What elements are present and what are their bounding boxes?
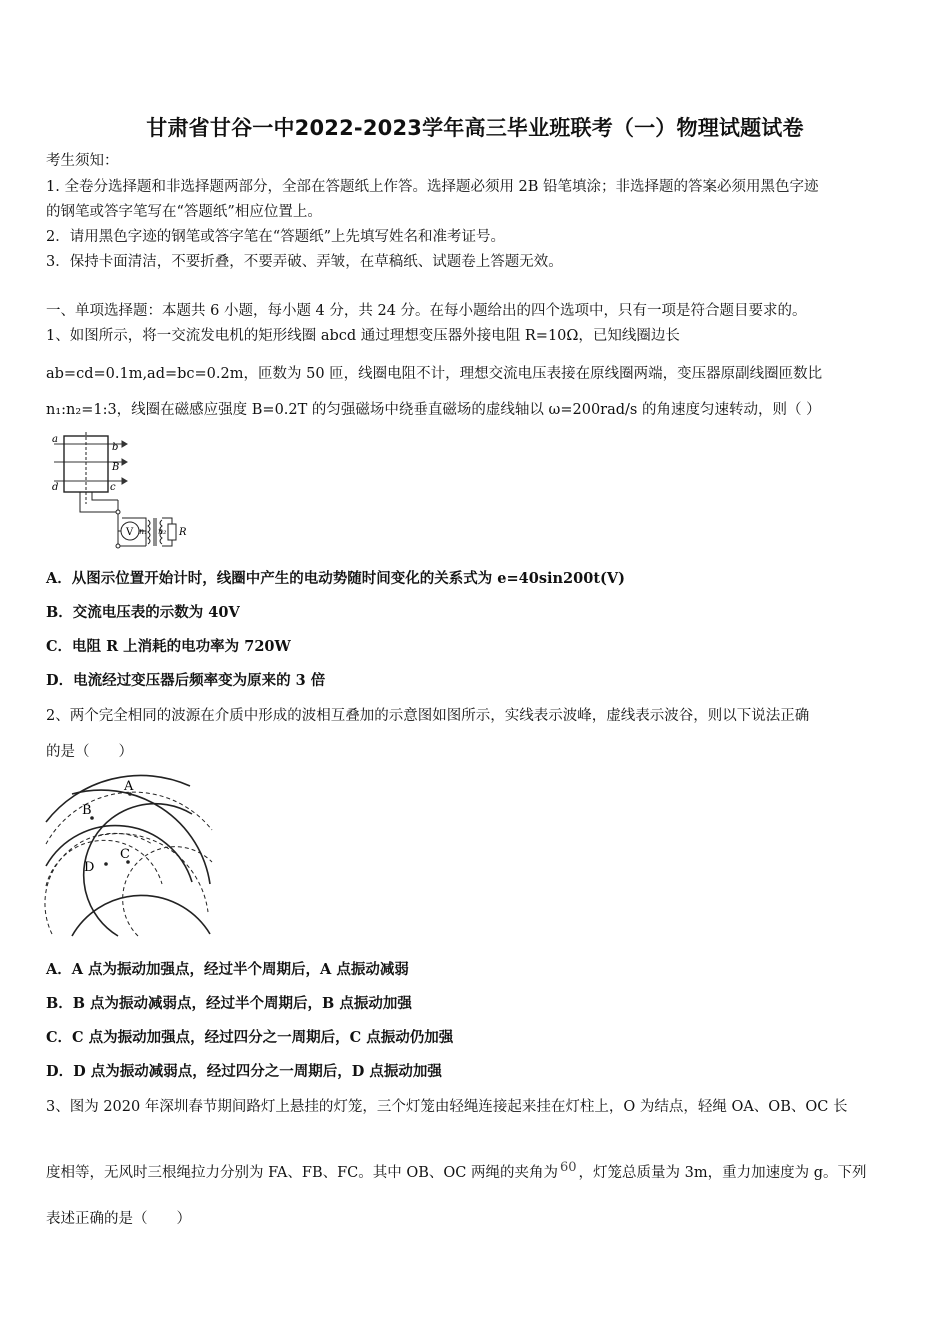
q2-stem-line-1: 2、两个完全相同的波源在介质中形成的波相互叠加的示意图如图所示，实线表示波峰，虚线表示波谷，则以下说法正确 — [46, 708, 810, 724]
fig1-label-field: B — [112, 462, 120, 473]
fig1-label-d: d — [52, 482, 59, 493]
fig1-label-resistor: R — [179, 527, 187, 538]
notice-heading: 考生须知： — [46, 153, 119, 169]
q2-option-c[interactable]: C．C 点为振动加强点，经过四分之一周期后，C 点振动仍加强 — [46, 1029, 454, 1046]
notice-item-3: 3．保持卡面清洁，不要折叠，不要弄破、弄皱，在草稿纸、试题卷上答题无效。 — [46, 254, 563, 270]
q3-stem-line-1: 3、图为 2020 年深圳春节期间路灯上悬挂的灯笼，三个灯笼由轻绳连接起来挂在灯柱上，O 为结点，轻绳 OA、OB、OC 长 — [46, 1099, 848, 1115]
fig2-label-d: D — [84, 860, 95, 875]
q2-option-b[interactable]: B．B 点为振动减弱点，经过半个周期后，B 点振动加强 — [46, 995, 412, 1012]
q1-stem-line-3: n₁:n₂=1:3，线圈在磁感应强度 B=0.2T 的匀强磁场中绕垂直磁场的虚线轴以 ω=200rad/s 的角速度匀速转动，则（ ） — [46, 402, 821, 418]
fig1-label-c: c — [110, 482, 116, 493]
q1-option-b[interactable]: B．交流电压表的示数为 40V — [46, 604, 240, 621]
q1-option-c[interactable]: C．电阻 R 上消耗的电功率为 720W — [46, 638, 291, 655]
fig2-label-c: C — [120, 847, 130, 862]
q2-option-a[interactable]: A．A 点为振动加强点，经过半个周期后，A 点振动减弱 — [46, 961, 409, 978]
wave-interference-figure — [42, 774, 214, 942]
q3-stem-line-2-part-a: 度相等，无风时三根绳拉力分别为 FA、FB、FC。其中 OB、OC 两绳的夹角为 — [46, 1164, 558, 1181]
q3-stem-line-2-part-b: ，灯笼总质量为 3m，重力加速度为 g。下列 — [578, 1164, 867, 1181]
fig2-label-b: B — [82, 803, 92, 818]
fig1-label-a: a — [52, 434, 58, 445]
q1-stem-line-1: 1、如图所示，将一交流发电机的矩形线圈 abcd 通过理想变压器外接电阻 R=10Ω，已知线圈边长 — [46, 328, 680, 344]
notice-item-1a: 1. 全卷分选择题和非选择题两部分，全部在答题纸上作答。选择题必须用 2B 铅笔填涂；非选择题的答案必须用黑色字迹 — [46, 179, 819, 195]
generator-transformer-figure — [50, 432, 192, 554]
section-heading: 一、单项选择题：本题共 6 小题，每小题 4 分，共 24 分。在每小题给出的四个选项中，只有一项是符合题目要求的。 — [46, 303, 807, 319]
fig1-label-n2: n₂ — [158, 527, 167, 536]
notice-item-1b: 的钢笔或答字笔写在“答题纸”相应位置上。 — [46, 204, 322, 220]
q3-angle-value: 60 — [560, 1160, 577, 1175]
fig2-label-a: A — [124, 779, 134, 794]
notice-item-2: 2．请用黑色字迹的钢笔或答字笔在“答题纸”上先填写姓名和准考证号。 — [46, 229, 506, 245]
q3-stem-line-3: 表述正确的是（ ） — [46, 1211, 191, 1227]
q1-option-d[interactable]: D．电流经过变压器后频率变为原来的 3 倍 — [46, 672, 326, 689]
q1-stem-line-2: ab=cd=0.1m,ad=bc=0.2m，匝数为 50 匝，线圈电阻不计，理想交流电压表接在原线圈两端，变压器原副线圈匝数比 — [46, 366, 823, 382]
exam-title: 甘肃省甘谷一中2022-2023学年高三毕业班联考（一）物理试题试卷 — [146, 116, 804, 140]
fig1-label-b: b — [112, 442, 119, 453]
q1-option-a[interactable]: A．从图示位置开始计时，线圈中产生的电动势随时间变化的关系式为 e=40sin200t(V) — [46, 570, 625, 587]
fig1-label-voltmeter: V — [126, 527, 134, 538]
q2-option-d[interactable]: D．D 点为振动减弱点，经过四分之一周期后，D 点振动加强 — [46, 1063, 442, 1080]
fig1-label-n1: n₁ — [139, 527, 148, 536]
q2-stem-line-2: 的是（ ） — [46, 744, 133, 760]
q3-stem-line-2 — [46, 1158, 908, 1183]
